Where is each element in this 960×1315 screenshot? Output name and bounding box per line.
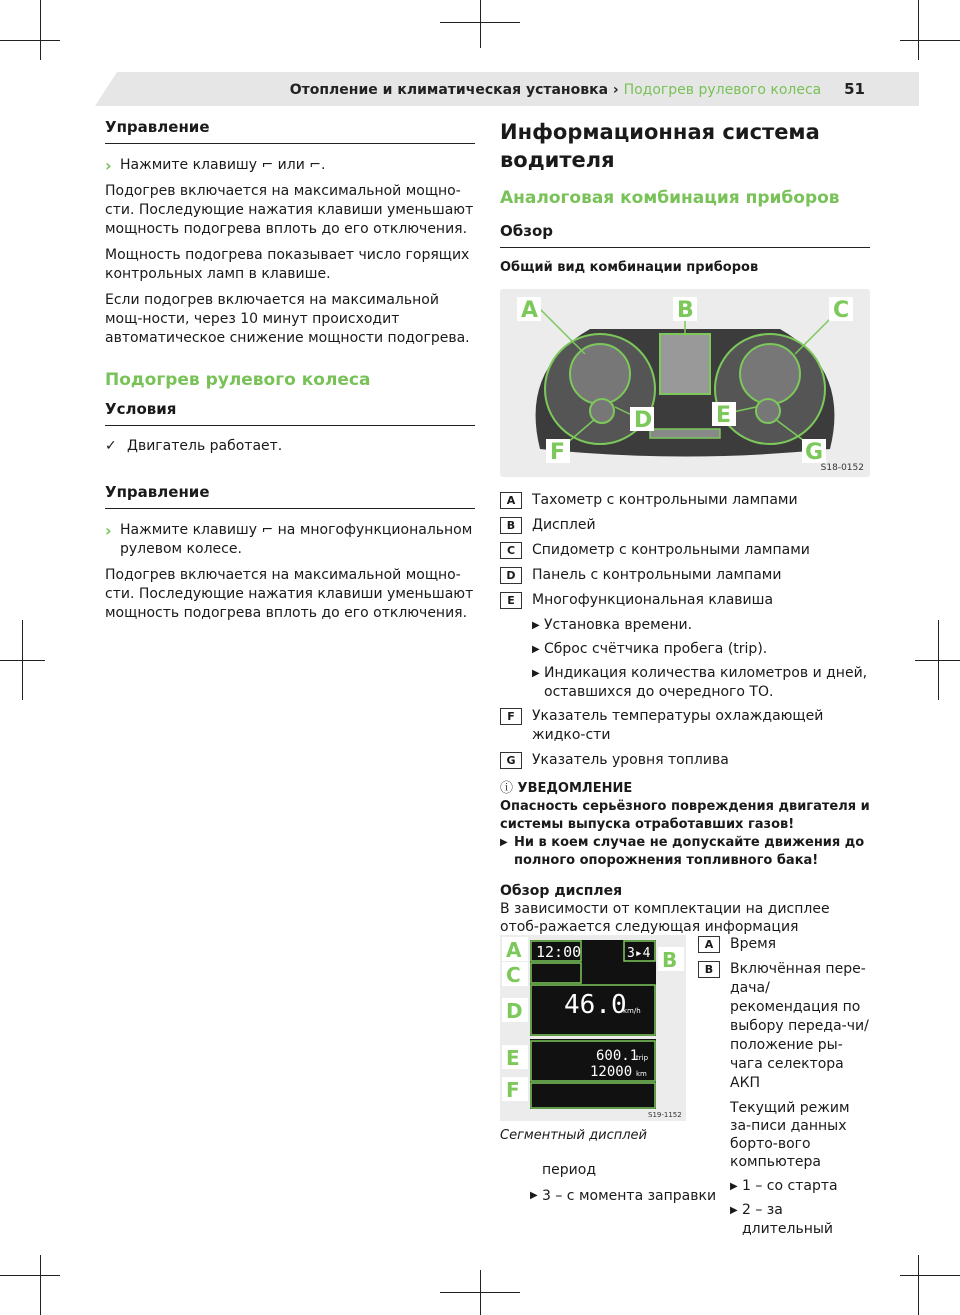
condition-item	[105, 438, 475, 454]
seg-time: 12:00	[536, 943, 582, 961]
paragraph: Мощность подогрева показывает число горящих контрольных ламп в клавише.	[105, 247, 470, 282]
sub-item-text: 1 – со старта	[742, 1178, 838, 1194]
callout-text: Указатель температуры охлаждающей жидко-сти	[532, 708, 824, 743]
seg-trip-unit: trip	[636, 1054, 649, 1062]
callout-text: Тахометр с контрольными лампами	[532, 492, 798, 508]
sub-item	[730, 1201, 873, 1239]
figure-title: Общий вид комбинации приборов	[500, 260, 759, 275]
crop-mark	[480, 0, 481, 48]
callout-text: Многофункциональная клавиша	[532, 592, 774, 608]
paragraph: Подогрев включается на максимальной мощно-сти. Последующие нажатия клавиши уменьшают мощность подогрева вплоть до его отключения.	[105, 183, 474, 237]
crop-mark	[440, 22, 520, 23]
seg-odo: 12000	[590, 1064, 633, 1080]
seg-label-e: E	[506, 1046, 520, 1070]
sub-item-text: Сброс счётчика пробега (trip).	[544, 641, 768, 657]
figure-code: S18-0152	[820, 463, 864, 473]
seg-paragraph: Текущий режим за-писи данных борто-вого компьютера	[730, 1100, 850, 1170]
heading-overview: Обзор	[500, 222, 870, 248]
seg-label-b: B	[662, 948, 678, 972]
display-heading: Обзор дисплея	[500, 883, 623, 899]
triangle-bullet-icon: ▶	[730, 1181, 738, 1192]
fig-label-a: A	[521, 298, 539, 323]
triangle-bullet-icon: ▶	[500, 837, 508, 848]
seg-gear: 3▸4	[627, 946, 651, 961]
seg-label-f: F	[506, 1078, 520, 1102]
triangle-bullet-icon: ▶	[530, 1190, 538, 1201]
callout-label: B	[500, 517, 522, 534]
callout-item	[698, 935, 873, 954]
seg-label-c: C	[506, 963, 521, 987]
paragraph: Если подогрев включается на максимальной мощ-ности, через 10 минут происходит автоматическое снижение мощности подогрева.	[105, 292, 470, 346]
callout-text: Указатель уровня топлива	[532, 752, 729, 768]
right-column	[500, 118, 870, 936]
crop-mark	[900, 1275, 960, 1276]
section-title: Аналоговая комбинация приборов	[500, 188, 840, 208]
header-section: Подогрев рулевого колеса	[623, 82, 822, 98]
heading-control: Управление	[105, 483, 475, 509]
crop-mark	[40, 1255, 41, 1315]
header-separator: ›	[612, 82, 619, 98]
seg-code: S19-1152	[648, 1111, 682, 1119]
fig-label-d: D	[634, 408, 653, 433]
crop-mark	[918, 0, 919, 60]
heading-control: Управление	[105, 118, 475, 144]
left-column	[105, 118, 475, 630]
triangle-bullet-icon: ▶	[532, 644, 540, 655]
callout-label: E	[500, 592, 522, 609]
paragraph: Подогрев включается на максимальной мощно-сти. Последующие нажатия клавиши уменьшают мощность подогрева вплоть до его отключения.	[105, 567, 474, 621]
fig-label-f: F	[550, 440, 566, 465]
fig-label-e: E	[716, 403, 732, 428]
sub-item	[532, 616, 870, 635]
seg-odo-unit: km	[636, 1070, 647, 1078]
segment-display-illustration	[500, 935, 686, 1121]
callout-text: Спидометр с контрольными лампами	[532, 542, 810, 558]
callout-item	[500, 707, 870, 745]
sub-item	[532, 640, 870, 659]
callout-label: B	[698, 961, 720, 978]
continued-list	[530, 1160, 716, 1206]
crop-mark	[0, 660, 45, 661]
fig-label-b: B	[677, 298, 694, 323]
step-item	[105, 156, 475, 175]
instrument-cluster-illustration	[500, 289, 870, 477]
seg-speed: 46.0	[564, 990, 627, 1020]
step-text: Нажмите клавишу ⌐ на многофункциональном рулевом колесе.	[120, 522, 473, 557]
callout-text: Время	[730, 936, 777, 952]
sub-item	[532, 664, 870, 702]
display-text: В зависимости от комплектации на дисплее отоб-ражается следующая информация	[500, 901, 830, 935]
triangle-bullet-icon: ▶	[532, 620, 540, 631]
instrument-cluster-figure	[500, 289, 870, 477]
warning-block	[500, 780, 870, 870]
notice-icon: ⓘ	[500, 781, 514, 796]
warning-text: Опасность серьёзного повреждения двигателя и системы выпуска отработавших газов!	[500, 799, 870, 832]
crop-mark	[440, 1292, 520, 1293]
callout-list	[500, 491, 870, 770]
sub-item-text: 3 – с момента заправки	[542, 1188, 717, 1204]
step-chevron-icon: ›	[105, 156, 112, 175]
triangle-bullet-icon: ▶	[532, 668, 540, 679]
fig-label-g: G	[805, 440, 824, 465]
page-number: 51	[844, 80, 865, 98]
warning-heading	[500, 780, 870, 798]
callout-label: A	[500, 492, 522, 509]
segment-display-figure	[500, 935, 686, 1121]
crop-mark	[0, 1275, 60, 1276]
page-header	[290, 80, 865, 98]
callout-item	[500, 541, 870, 560]
seg-label-a: A	[506, 938, 522, 962]
crop-mark	[915, 660, 960, 661]
heading-conditions: Условия	[105, 400, 475, 426]
step-text: Нажмите клавишу ⌐ или ⌐.	[120, 157, 326, 173]
check-icon: ✓	[105, 438, 117, 454]
warning-bullet	[500, 834, 870, 870]
callout-item	[500, 591, 870, 610]
header-chapter: Отопление и климатическая установка	[289, 82, 609, 98]
sub-item-text: Установка времени.	[544, 617, 693, 633]
callout-label: A	[698, 936, 720, 953]
callout-item	[500, 566, 870, 585]
callout-label: D	[500, 567, 522, 584]
callout-label: C	[500, 542, 522, 559]
segment-callout-list	[698, 935, 873, 1244]
crop-mark	[40, 0, 41, 60]
seg-trip: 600.1	[596, 1048, 639, 1064]
step-item	[105, 521, 475, 559]
sub-item-text: 2 – за длительный	[742, 1202, 833, 1237]
seg-speed-unit: km/h	[623, 1007, 641, 1015]
crop-mark	[900, 40, 960, 41]
fig-label-c: C	[833, 298, 850, 323]
callout-item	[500, 751, 870, 770]
callout-item	[698, 960, 873, 1093]
callout-label: G	[500, 752, 522, 769]
callout-item	[500, 516, 870, 535]
tail-word: период	[542, 1162, 596, 1178]
crop-mark	[918, 1255, 919, 1315]
callout-text: Дисплей	[532, 517, 596, 533]
warning-title: УВЕДОМЛЕНИЕ	[517, 781, 633, 796]
page-title: Информационная система водителя	[500, 120, 820, 172]
display-overview	[500, 882, 870, 936]
sub-item-text: Индикация количества километров и дней, оставшихся до очередного ТО.	[544, 665, 868, 700]
heading-steering: Подогрев рулевого колеса	[105, 370, 371, 390]
crop-mark	[0, 40, 60, 41]
step-chevron-icon: ›	[105, 521, 112, 540]
condition-text: Двигатель работает.	[127, 438, 283, 454]
sub-item	[730, 1177, 873, 1196]
seg-label-d: D	[506, 999, 523, 1023]
sub-item	[530, 1186, 716, 1206]
callout-label: F	[500, 708, 522, 725]
callout-text: Включённая пере-дача/рекомендация по выбору переда-чи/положение ры-чага селектора АКП	[730, 961, 869, 1091]
callout-item	[500, 491, 870, 510]
warning-bullet-text: Ни в коем случае не допускайте движения до полного опорожнения топливного бака!	[514, 835, 865, 868]
segment-display-caption: Сегментный дисплей	[500, 1128, 647, 1143]
callout-text: Панель с контрольными лампами	[532, 567, 782, 583]
triangle-bullet-icon: ▶	[730, 1205, 738, 1216]
